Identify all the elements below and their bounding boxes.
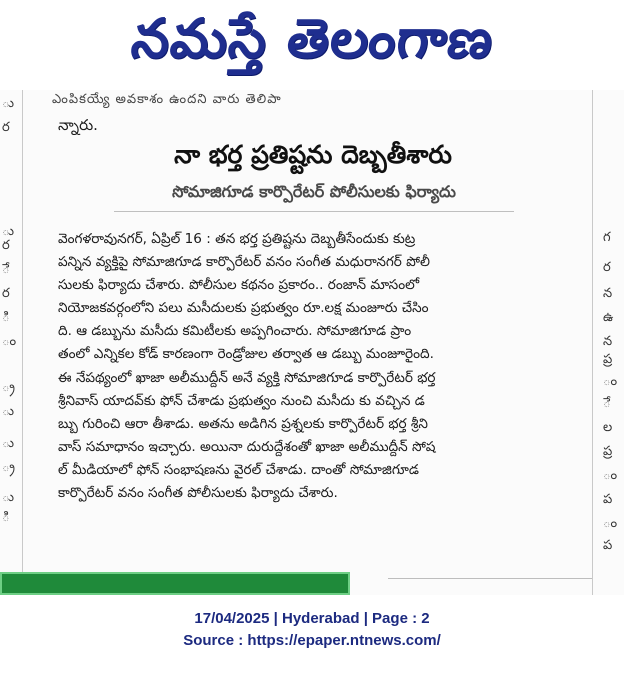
- article-subheadline: సోమాజిగూడ కార్పొరేటర్ పోలీసులకు ఫిర్యాదు: [114, 182, 514, 212]
- previous-article-fragment: ఎంపికయ్యే అవకాశం ఉందని వారు తెలిపా: [52, 92, 282, 107]
- newspaper-clipping: [0, 90, 624, 595]
- right-fragment: ప్ర: [603, 352, 613, 367]
- column-divider: [388, 578, 592, 579]
- right-fragment: ప: [603, 538, 613, 553]
- left-fragment: ం: [2, 334, 17, 349]
- body-line: ఈ నేపథ్యంలో ఖాజా అలీముద్దీన్ అనే వ్యక్తి సోమాజిగూడ కార్పొరేటర్ భర్త: [58, 369, 436, 386]
- body-line: కార్పొరేటర్ వనం సంగీత పోలీసులకు ఫిర్యాదు చేశారు.: [58, 485, 338, 502]
- left-fragment: ు: [2, 490, 15, 505]
- right-fragment: ం: [603, 516, 618, 531]
- right-fragment: ం: [603, 468, 618, 483]
- advertisement-strip: [0, 572, 350, 595]
- right-fragment: ఉ: [603, 310, 614, 325]
- left-fragment: ర: [2, 286, 10, 301]
- article-body: [58, 228, 578, 505]
- body-line: నియోజకవర్గంలోని పలు మసీదులకు ప్రభుత్వం రూ.లక్ష మంజూరు చేసిం: [58, 300, 429, 317]
- previous-article-ending: న్నారు.: [58, 116, 98, 134]
- left-neighbor-column: [0, 90, 23, 595]
- left-fragment: ి: [2, 310, 10, 325]
- right-fragment: గ: [603, 230, 611, 245]
- right-fragment: ల: [603, 420, 613, 435]
- body-line: బ్బు గురించి ఆరా తీశాడు. అతను అడిగిన ప్రశ్నలకు కార్పొరేటర్ భర్త శ్రీని: [58, 415, 428, 432]
- right-fragment: న: [603, 286, 613, 301]
- left-fragment: ి: [2, 510, 10, 525]
- source-link[interactable]: Source : https://epaper.ntnews.com/: [183, 632, 441, 649]
- body-line: వెంగళరావునగర్, ఏప్రిల్ 16 : తన భర్త ప్రతిష్టను దెబ్బతీసేందుకు కుట్ర: [58, 231, 416, 247]
- body-line: పన్నిన వ్యక్తిపై సోమాజిగూడ కార్పొరేటర్ వనం సంగీత మధురానగర్ పోలీ: [58, 254, 430, 271]
- left-fragment: ు: [2, 436, 15, 451]
- left-fragment: ్ర: [2, 460, 15, 475]
- clipping-footer: [0, 608, 624, 652]
- article-headline: నా భర్త ప్రతిష్టను దెబ్బతీశారు: [174, 140, 452, 169]
- left-fragment: ు: [2, 224, 15, 239]
- body-line: సులకు ఫిర్యాదు చేశారు. పోలీసుల కథనం ప్రకారం.. రంజాన్ మాసంలో: [58, 277, 420, 294]
- left-fragment: ు: [2, 96, 15, 111]
- body-line: వాస్ సమాధానం ఇచ్చారు. అయినా దురుద్దేశంతో ఖాజా అలీముద్దీన్ సోష: [58, 438, 436, 455]
- left-fragment: ర: [2, 238, 10, 253]
- left-fragment: ే: [2, 262, 10, 277]
- date-city-page: 17/04/2025 | Hyderabad | Page : 2: [194, 610, 430, 627]
- right-fragment: ం: [603, 374, 618, 389]
- left-fragment: ్ర: [2, 380, 15, 395]
- body-line: శ్రీనివాస్ యాదవ్‌కు ఫోన్ చేశాడు ప్రభుత్వం నుంచి మసీదు కు వచ్చిన డ: [58, 392, 425, 409]
- right-fragment: ప్ర: [603, 444, 613, 459]
- masthead: [0, 0, 624, 90]
- right-fragment: ప: [603, 492, 613, 507]
- right-fragment: ే: [603, 396, 611, 411]
- body-line: ది. ఆ డబ్బును మసీదు కమిటీలకు అప్పగించారు. సోమాజిగూడ ప్రాం: [58, 323, 412, 340]
- right-neighbor-column: [592, 90, 624, 595]
- newspaper-logo: నమస్తే తెలంగాణ: [128, 6, 497, 70]
- body-line: ల్ మీడియాలో ఫోన్ సంభాషణను వైరల్ చేశాడు. దాంతో సోమాజిగూడ: [58, 461, 419, 478]
- left-fragment: ు: [2, 404, 15, 419]
- left-fragment: ర: [2, 120, 10, 135]
- right-fragment: న: [603, 334, 613, 349]
- right-fragment: ర: [603, 260, 611, 275]
- news-article: [44, 90, 582, 550]
- body-line: తంలో ఎన్నికల కోడ్ కారణంగా రెండ్రోజుల తర్వాత ఆ డబ్బు మంజూరైంది.: [58, 346, 434, 363]
